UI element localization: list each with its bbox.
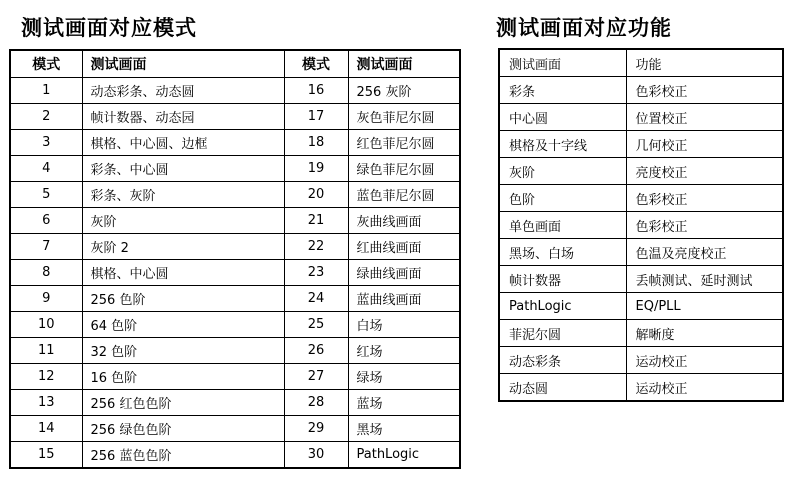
pattern-name: 32 色阶 bbox=[82, 338, 284, 364]
mode-table-title: 测试画面对应模式 bbox=[21, 16, 197, 40]
table-row bbox=[499, 185, 783, 212]
mode-number: 25 bbox=[284, 312, 348, 338]
mode-number: 3 bbox=[10, 130, 82, 156]
pattern-name: PathLogic bbox=[348, 442, 460, 469]
table-row bbox=[10, 208, 460, 234]
mode-number: 18 bbox=[284, 130, 348, 156]
pattern-name: 白场 bbox=[348, 312, 460, 338]
mode-number: 6 bbox=[10, 208, 82, 234]
mode-table-header-row bbox=[10, 50, 460, 78]
function-table-title: 测试画面对应功能 bbox=[496, 16, 672, 40]
mode-number: 2 bbox=[10, 104, 82, 130]
pattern-name: 256 绿色色阶 bbox=[82, 416, 284, 442]
mode-number: 26 bbox=[284, 338, 348, 364]
header-pattern: 测试画面 bbox=[82, 50, 284, 78]
pattern-name: 棋格及十字线 bbox=[499, 131, 626, 158]
pattern-name: 棋格、中心圆、边框 bbox=[82, 130, 284, 156]
pattern-name: 灰阶 2 bbox=[82, 234, 284, 260]
table-row bbox=[499, 77, 783, 104]
pattern-name: 帧计数器、动态园 bbox=[82, 104, 284, 130]
header-pattern: 测试画面 bbox=[348, 50, 460, 78]
table-row bbox=[499, 239, 783, 266]
pattern-name: 黑场、白场 bbox=[499, 239, 626, 266]
mode-number: 11 bbox=[10, 338, 82, 364]
function-name: 色彩校正 bbox=[626, 185, 783, 212]
mode-number: 23 bbox=[284, 260, 348, 286]
table-row bbox=[499, 131, 783, 158]
pattern-name: 红曲线画面 bbox=[348, 234, 460, 260]
pattern-name: 菲泥尔圆 bbox=[499, 320, 626, 347]
mode-number: 7 bbox=[10, 234, 82, 260]
mode-number: 22 bbox=[284, 234, 348, 260]
table-row bbox=[10, 182, 460, 208]
header-pattern: 测试画面 bbox=[499, 49, 626, 77]
pattern-name: 灰阶 bbox=[499, 158, 626, 185]
table-row bbox=[10, 130, 460, 156]
pattern-name: 红场 bbox=[348, 338, 460, 364]
pattern-name: 黑场 bbox=[348, 416, 460, 442]
table-row bbox=[499, 374, 783, 402]
function-name: 几何校正 bbox=[626, 131, 783, 158]
pattern-name: 动态彩条 bbox=[499, 347, 626, 374]
mode-number: 24 bbox=[284, 286, 348, 312]
pattern-name: 蓝场 bbox=[348, 390, 460, 416]
table-row bbox=[10, 156, 460, 182]
function-table bbox=[498, 48, 784, 402]
mode-number: 13 bbox=[10, 390, 82, 416]
pattern-name: 256 蓝色色阶 bbox=[82, 442, 284, 469]
header-mode: 模式 bbox=[10, 50, 82, 78]
table-row bbox=[10, 286, 460, 312]
function-name: 解晰度 bbox=[626, 320, 783, 347]
pattern-name: 绿色菲尼尔圆 bbox=[348, 156, 460, 182]
table-row bbox=[10, 234, 460, 260]
pattern-name: 灰曲线画面 bbox=[348, 208, 460, 234]
header-function: 功能 bbox=[626, 49, 783, 77]
mode-number: 19 bbox=[284, 156, 348, 182]
function-name: EQ/PLL bbox=[626, 293, 783, 320]
mode-table bbox=[9, 49, 461, 469]
function-name: 色彩校正 bbox=[626, 212, 783, 239]
table-row bbox=[499, 104, 783, 131]
pattern-name: 帧计数器 bbox=[499, 266, 626, 293]
pattern-name: 蓝色菲尼尔圆 bbox=[348, 182, 460, 208]
mode-number: 29 bbox=[284, 416, 348, 442]
table-row bbox=[10, 260, 460, 286]
pattern-name: 16 色阶 bbox=[82, 364, 284, 390]
pattern-name: 彩条、中心圆 bbox=[82, 156, 284, 182]
function-name: 丢帧测试、延时测试 bbox=[626, 266, 783, 293]
mode-number: 4 bbox=[10, 156, 82, 182]
pattern-name: 灰阶 bbox=[82, 208, 284, 234]
mode-number: 30 bbox=[284, 442, 348, 469]
function-name: 亮度校正 bbox=[626, 158, 783, 185]
table-row bbox=[10, 338, 460, 364]
mode-number: 20 bbox=[284, 182, 348, 208]
pattern-name: 单色画面 bbox=[499, 212, 626, 239]
table-row bbox=[10, 78, 460, 104]
mode-number: 28 bbox=[284, 390, 348, 416]
pattern-name: 动态彩条、动态圆 bbox=[82, 78, 284, 104]
mode-number: 27 bbox=[284, 364, 348, 390]
function-name: 色彩校正 bbox=[626, 77, 783, 104]
function-name: 运动校正 bbox=[626, 374, 783, 402]
mode-number: 14 bbox=[10, 416, 82, 442]
table-row bbox=[499, 347, 783, 374]
pattern-name: 蓝曲线画面 bbox=[348, 286, 460, 312]
pattern-name: 色阶 bbox=[499, 185, 626, 212]
table-row bbox=[499, 266, 783, 293]
mode-number: 17 bbox=[284, 104, 348, 130]
pattern-name: 绿场 bbox=[348, 364, 460, 390]
table-row bbox=[499, 212, 783, 239]
table-row bbox=[499, 320, 783, 347]
function-name: 位置校正 bbox=[626, 104, 783, 131]
pattern-name: 256 色阶 bbox=[82, 286, 284, 312]
pattern-name: 红色菲尼尔圆 bbox=[348, 130, 460, 156]
table-row bbox=[499, 158, 783, 185]
pattern-name: 中心圆 bbox=[499, 104, 626, 131]
table-row bbox=[10, 104, 460, 130]
table-row bbox=[10, 312, 460, 338]
function-name: 运动校正 bbox=[626, 347, 783, 374]
function-name: 色温及亮度校正 bbox=[626, 239, 783, 266]
mode-number: 9 bbox=[10, 286, 82, 312]
pattern-name: 绿曲线画面 bbox=[348, 260, 460, 286]
mode-number: 21 bbox=[284, 208, 348, 234]
table-row bbox=[10, 416, 460, 442]
mode-number: 12 bbox=[10, 364, 82, 390]
pattern-name: 动态圆 bbox=[499, 374, 626, 402]
pattern-name: 棋格、中心圆 bbox=[82, 260, 284, 286]
table-row bbox=[10, 390, 460, 416]
pattern-name: PathLogic bbox=[499, 293, 626, 320]
pattern-name: 彩条 bbox=[499, 77, 626, 104]
pattern-name: 256 灰阶 bbox=[348, 78, 460, 104]
pattern-name: 64 色阶 bbox=[82, 312, 284, 338]
pattern-name: 灰色菲尼尔圆 bbox=[348, 104, 460, 130]
mode-number: 16 bbox=[284, 78, 348, 104]
table-row bbox=[10, 364, 460, 390]
mode-number: 5 bbox=[10, 182, 82, 208]
pattern-name: 彩条、灰阶 bbox=[82, 182, 284, 208]
function-table-header-row bbox=[499, 49, 783, 77]
mode-number: 8 bbox=[10, 260, 82, 286]
mode-number: 15 bbox=[10, 442, 82, 469]
pattern-name: 256 红色色阶 bbox=[82, 390, 284, 416]
mode-number: 10 bbox=[10, 312, 82, 338]
table-row bbox=[10, 442, 460, 469]
table-row bbox=[499, 293, 783, 320]
mode-number: 1 bbox=[10, 78, 82, 104]
header-mode: 模式 bbox=[284, 50, 348, 78]
